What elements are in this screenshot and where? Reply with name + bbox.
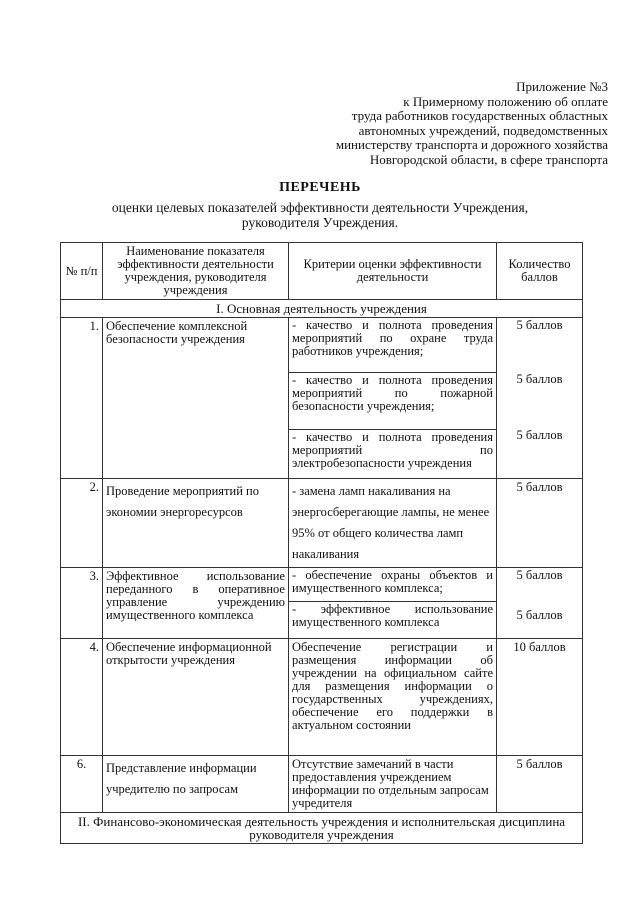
score-item: 5 баллов — [516, 608, 563, 622]
row-criteria: Отсутствие замечаний в части предоставления учреждением информации по отдельным запросам учредителя — [289, 756, 497, 813]
row-scores — [497, 568, 583, 639]
row-number: 4. — [61, 639, 103, 756]
row-criteria — [289, 318, 497, 479]
document-title: ПЕРЕЧЕНЬ — [279, 180, 361, 195]
section-title: I. Основная деятельность учреждения — [61, 300, 583, 318]
section-title: II. Финансово-экономическая деятельность учреждения и исполнительская дисциплина руководителя учреждения — [61, 813, 583, 844]
table-row — [61, 639, 583, 756]
criterion-item: - обеспечение охраны объектов и имущественного комплекса; — [292, 568, 493, 595]
row-scores — [497, 318, 583, 479]
document-subtitle: оценки целевых показателей эффективности деятельности Учреждения, руководителя Учреждения. — [111, 200, 529, 230]
row-criteria: - замена ламп накаливания на энергосберегающие лампы, не менее 95% от общего количества ламп накаливания — [289, 479, 497, 568]
criterion-item: - качество и полнота проведения мероприятий по электробезопасности учреждения — [289, 429, 496, 478]
score-item: 5 баллов — [516, 428, 563, 442]
appendix-line: министерству транспорта и дорожного хозяйства — [335, 137, 608, 152]
criterion-item: - качество и полнота проведения мероприятий по охране труда работников учреждения; — [292, 318, 493, 358]
appendix-line: Приложение №3 — [516, 79, 608, 94]
appendix-line: труда работников государственных областных — [351, 108, 608, 123]
appendix-line: к Примерному положению об оплате — [403, 93, 608, 109]
score-item: 5 баллов — [516, 568, 563, 582]
appendix-note — [268, 80, 608, 167]
row-number: 1. — [61, 318, 103, 479]
row-number: 3. — [61, 568, 103, 639]
table-row — [61, 756, 583, 813]
row-criteria: Обеспечение регистрации и размещения информации об учреждении на официальном сайте для размещения информации о государственных учреждениях, обеспечение его поддержки в актуальном состоянии — [289, 639, 497, 756]
row-name: Обеспечение информационной открытости учреждения — [103, 639, 289, 756]
appendix-line: Новгородской области, в сфере транспорта — [369, 151, 608, 167]
row-criteria — [289, 568, 497, 639]
row-score: 10 баллов — [497, 639, 583, 756]
row-name: Представление информации учредителю по запросам — [103, 756, 289, 813]
row-number: 6. — [61, 756, 103, 813]
section-row — [61, 300, 583, 318]
table-header-row — [61, 243, 583, 300]
criteria-table — [60, 242, 583, 844]
header-criteria: Критерии оценки эффективности деятельности — [289, 243, 497, 300]
table-row — [61, 568, 583, 639]
table-row — [61, 479, 583, 568]
row-score: 5 баллов — [497, 479, 583, 568]
score-item: 5 баллов — [516, 372, 563, 386]
header-num: № п/п — [61, 243, 103, 300]
row-name: Обеспечение комплексной безопасности учреждения — [103, 318, 289, 479]
appendix-line: автономных учреждений, подведомственных — [358, 122, 608, 138]
row-name: Эффективное использование переданного в оперативное управление учреждению имущественного комплекса — [103, 568, 289, 639]
score-item: 5 баллов — [516, 318, 563, 332]
header-score: Количество баллов — [497, 243, 583, 300]
section-row — [61, 813, 583, 844]
criterion-item: - качество и полнота проведения мероприятий по пожарной безопасности учреждения; — [289, 372, 496, 429]
criterion-item: - эффективное использование имущественного комплекса — [289, 601, 496, 632]
row-number: 2. — [61, 479, 103, 568]
header-name: Наименование показателя эффективности деятельности учреждения, руководителя учреждения — [103, 243, 289, 300]
row-score: 5 баллов — [497, 756, 583, 813]
row-name: Проведение мероприятий по экономии энергоресурсов — [103, 479, 289, 568]
table-row — [61, 318, 583, 479]
